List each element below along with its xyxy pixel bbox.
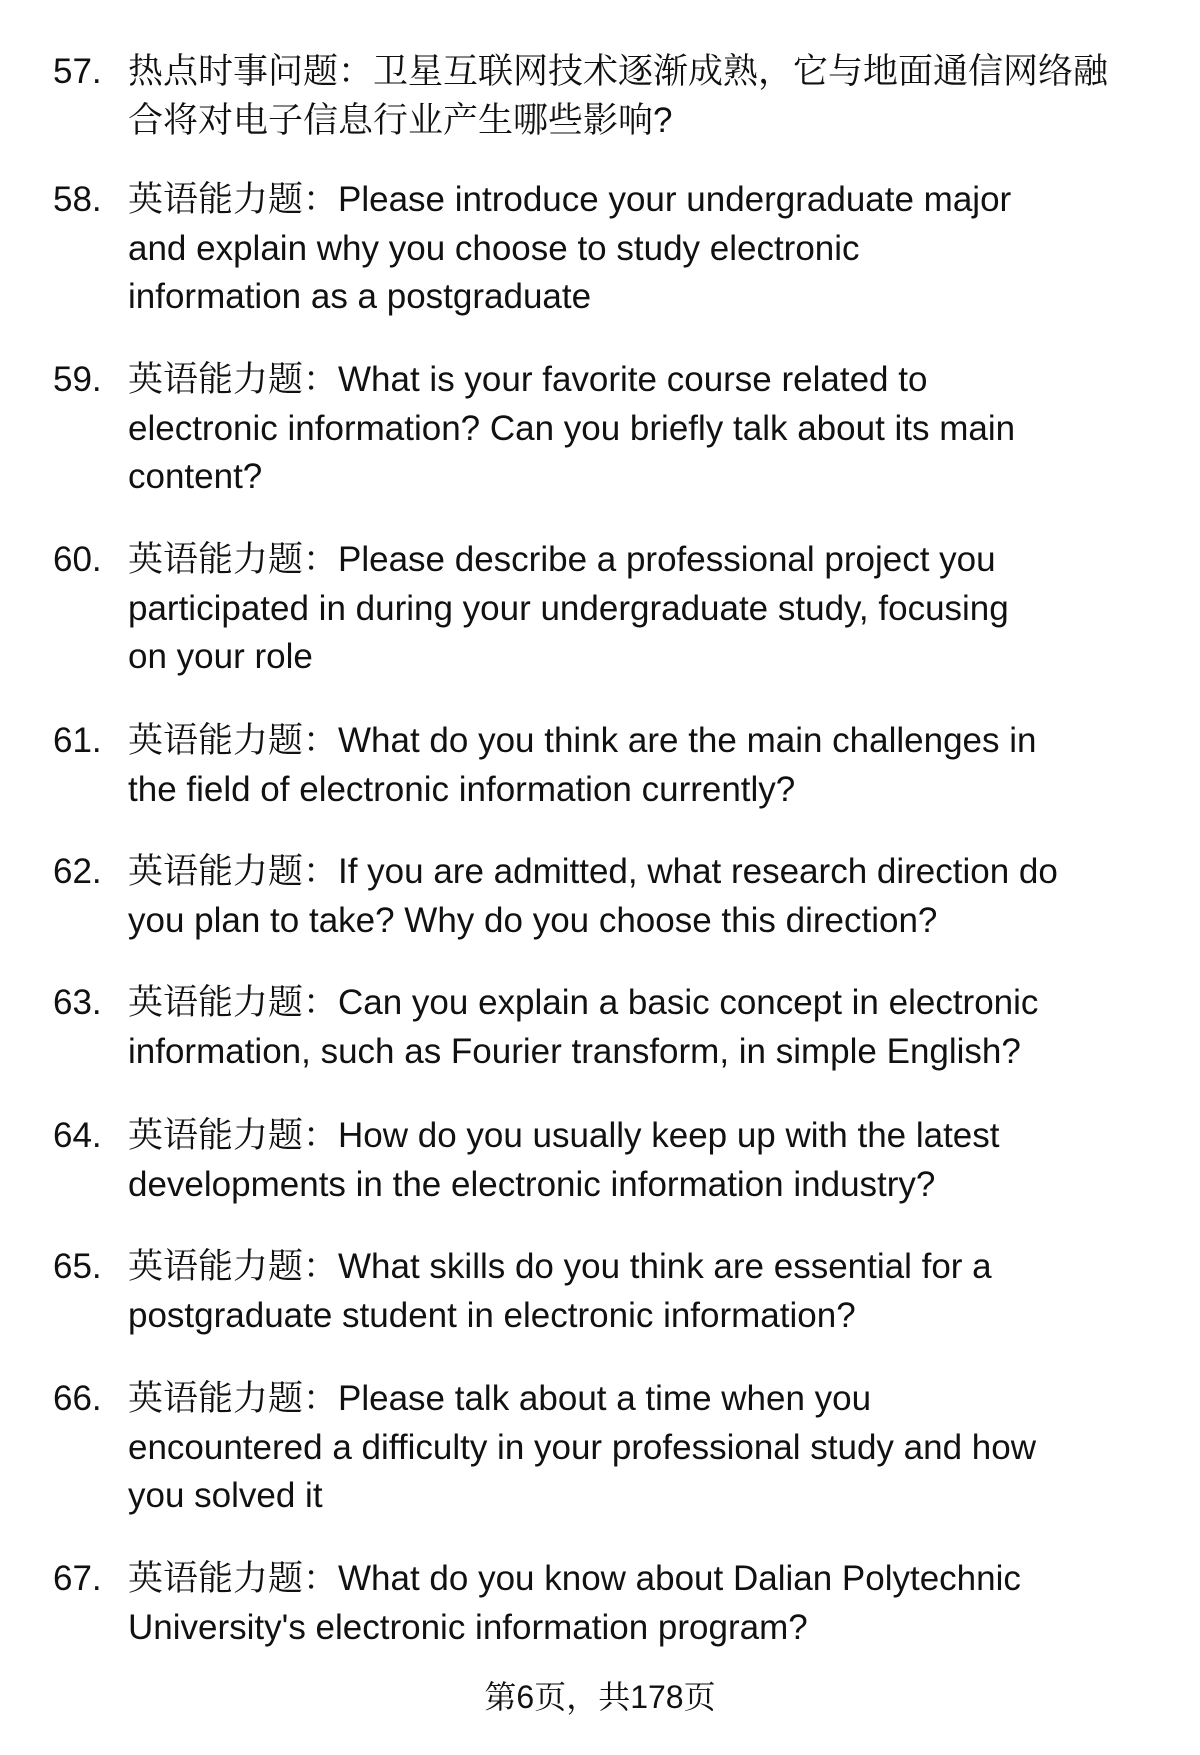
- question-line: content?: [128, 457, 263, 496]
- question-line: 英语能力题：Please describe a professional project you: [128, 540, 996, 579]
- question-line: 英语能力题：Can you explain a basic concept in electronic: [128, 983, 1039, 1022]
- question-line: 英语能力题：What is your favorite course related to: [128, 360, 928, 399]
- question-number: 66.: [53, 1379, 102, 1418]
- question-line: information as a postgraduate: [128, 277, 592, 316]
- question-number: 63.: [53, 983, 102, 1022]
- question-text: [128, 1112, 1000, 1209]
- question-text: [128, 1243, 992, 1340]
- question-text: [128, 356, 1015, 502]
- question-line: encountered a difficulty in your professional study and how: [128, 1427, 1036, 1467]
- question-line: participated in during your undergraduate study, focusing: [128, 588, 1009, 628]
- question-line: you solved it: [128, 1476, 323, 1515]
- question-text: [128, 176, 1011, 322]
- question-number: 58.: [53, 180, 102, 219]
- question-line: developments in the electronic information industry?: [128, 1164, 936, 1204]
- question-line: 英语能力题：Please talk about a time when you: [128, 1379, 872, 1418]
- question-line: electronic information? Can you briefly talk about its main: [128, 408, 1016, 448]
- question-number: 61.: [53, 721, 102, 760]
- question-line: 热点时事问题：卫星互联网技术逐渐成熟，它与地面通信网络融: [128, 52, 1109, 91]
- question-line: and explain why you choose to study electronic: [128, 228, 860, 268]
- question-line: University's electronic information program?: [128, 1607, 808, 1647]
- question-line: on your role: [128, 637, 313, 676]
- page-number: 第6页，共178页: [484, 1679, 716, 1715]
- question-number: 64.: [53, 1116, 102, 1155]
- question-text: [128, 979, 1038, 1076]
- question-text: [128, 536, 1009, 682]
- question-line: 英语能力题：What do you think are the main challenges in: [128, 721, 1037, 760]
- question-text: [128, 48, 1108, 145]
- question-text: [128, 1375, 1036, 1521]
- question-text: [128, 717, 1036, 814]
- question-line: 英语能力题：What skills do you think are essential for a: [128, 1247, 992, 1286]
- question-text: [128, 1555, 1021, 1652]
- question-line: 英语能力题：If you are admitted, what research direction do: [128, 852, 1058, 891]
- question-line: 合将对电子信息行业产生哪些影响?: [128, 100, 673, 140]
- question-line: 英语能力题：What do you know about Dalian Polytechnic: [128, 1559, 1021, 1598]
- question-number: 65.: [53, 1247, 102, 1286]
- question-number: 62.: [53, 852, 102, 891]
- question-line: information, such as Fourier transform, in simple English?: [128, 1031, 1021, 1071]
- question-line: postgraduate student in electronic information?: [128, 1295, 856, 1335]
- question-line: the field of electronic information currently?: [128, 769, 796, 809]
- question-line: you plan to take? Why do you choose this direction?: [128, 900, 938, 940]
- question-text: [128, 848, 1058, 945]
- question-line: 英语能力题：How do you usually keep up with the latest: [128, 1116, 1000, 1155]
- question-number: 59.: [53, 360, 102, 399]
- question-number: 57.: [53, 52, 102, 91]
- question-number: 67.: [53, 1559, 102, 1598]
- question-line: 英语能力题：Please introduce your undergraduate major: [128, 180, 1012, 219]
- question-number: 60.: [53, 540, 102, 579]
